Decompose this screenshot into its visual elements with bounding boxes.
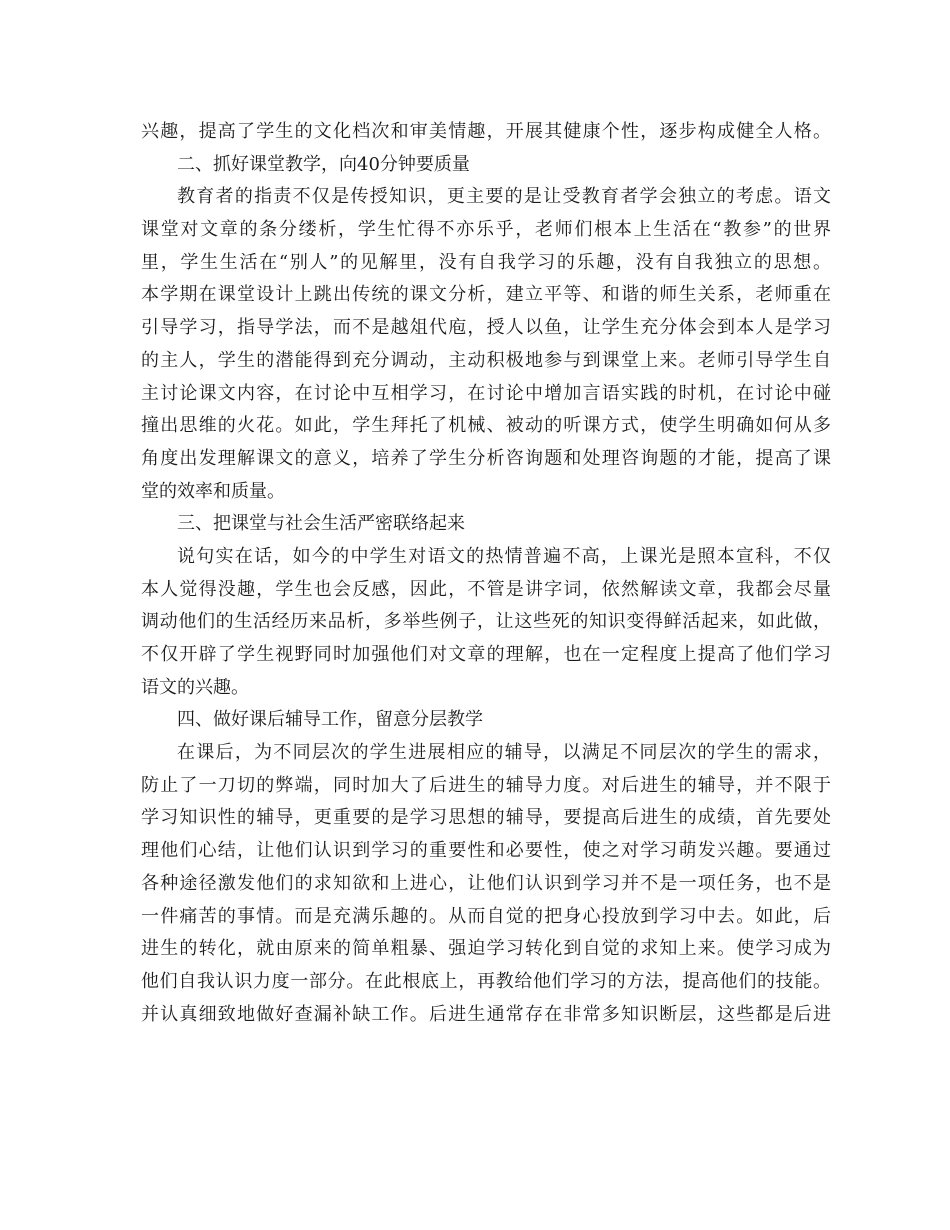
paragraph-first-line: 在课后，为不同层次的学生进展相应的辅导，以满足不同层次的学生的需求， — [177, 742, 831, 764]
paragraph-line: 各种途径激发他们的求知欲和上进心，让他们认识到学习并不是一项任务，也不是 — [141, 872, 831, 894]
paragraph-line: 防止了一刀切的弊端，同时加大了后进生的辅导力度。对后进生的辅导，并不限于 — [141, 774, 831, 796]
paragraph-line: 学习知识性的辅导，更重要的是学习思想的辅导，要提高后进生的成绩，首先要处 — [141, 807, 831, 829]
paragraph-line: 里，学生生活在“别人”的见解里，没有自我学习的乐趣，没有自我独立的思想。 — [141, 251, 831, 273]
paragraph-first-line: 四、做好课后辅导工作，留意分层教学 — [177, 709, 483, 731]
document-body — [141, 116, 831, 1031]
paragraph-line: 并认真细致地做好查漏补缺工作。后进生通常存在非常多知识断层，这些都是后进 — [141, 1003, 831, 1025]
paragraph-line: 语文的兴趣。 — [141, 676, 249, 698]
paragraph-line: 不仅开辟了学生视野同时加强他们对文章的理解，也在一定程度上提高了他们学习 — [141, 644, 831, 665]
paragraph-line: 进生的转化，就由原来的简单粗暴、强迫学习转化到自觉的求知上来。使学习成为 — [141, 938, 831, 960]
paragraph-line: 引导学习，指导学法，而不是越俎代庖，授人以鱼，让学生充分体会到本人是学习 — [141, 317, 831, 339]
paragraph-first-line: 二、抓好课堂教学，向40分钟要质量 — [177, 153, 470, 175]
paragraph-line: 他们自我认识力度一部分。在此根底上，再教给他们学习的方法，提高他们的技能。 — [141, 970, 831, 992]
paragraph-line: 本人觉得没趣，学生也会反感，因此，不管是讲字词，依然解读文章，我都会尽量 — [141, 578, 831, 600]
paragraph-first-line: 教育者的指责不仅是传授知识，更主要的是让受教育者学会独立的考虑。语文 — [177, 186, 831, 208]
paragraph-line: 主讨论课文内容，在讨论中互相学习，在讨论中增加言语实践的时机，在讨论中碰 — [141, 382, 831, 404]
paragraph-first-line: 说句实在话，如今的中学生对语文的热情普遍不高，上课光是照本宣科，不仅 — [177, 545, 831, 567]
paragraph-line: 理他们心结，让他们认识到学习的重要性和必要性，使之对学习萌发兴趣。要通过 — [141, 840, 831, 862]
paragraph-line: 的主人，学生的潜能得到充分调动，主动积极地参与到课堂上来。老师引导学生自 — [141, 349, 831, 371]
paragraph-line: 撞出思维的火花。如此，学生拜托了机械、被动的听课方式，使学生明确如何从多 — [141, 415, 831, 437]
paragraph-line: 角度出发理解课文的意义，培养了学生分析咨询题和处理咨询题的才能，提高了课 — [141, 447, 831, 469]
paragraph-line: 调动他们的生活经历来品析，多举些例子，让这些死的知识变得鲜活起来，如此做， — [141, 611, 831, 633]
paragraph-line: 兴趣，提高了学生的文化档次和审美情趣，开展其健康个性，逐步构成健全人格。 — [141, 121, 831, 142]
paragraph-line: 一件痛苦的事情。而是充满乐趣的。从而自觉的把身心投放到学习中去。如此，后 — [141, 905, 831, 927]
paragraph-line: 堂的效率和质量。 — [141, 480, 285, 502]
paragraph-line: 课堂对文章的条分缕析，学生忙得不亦乐乎，老师们根本上生活在“教参”的世界 — [141, 219, 831, 241]
paragraph-line: 本学期在课堂设计上跳出传统的课文分析，建立平等、和谐的师生关系，老师重在 — [141, 284, 831, 306]
paragraph-first-line: 三、把课堂与社会生活严密联络起来 — [177, 513, 465, 535]
